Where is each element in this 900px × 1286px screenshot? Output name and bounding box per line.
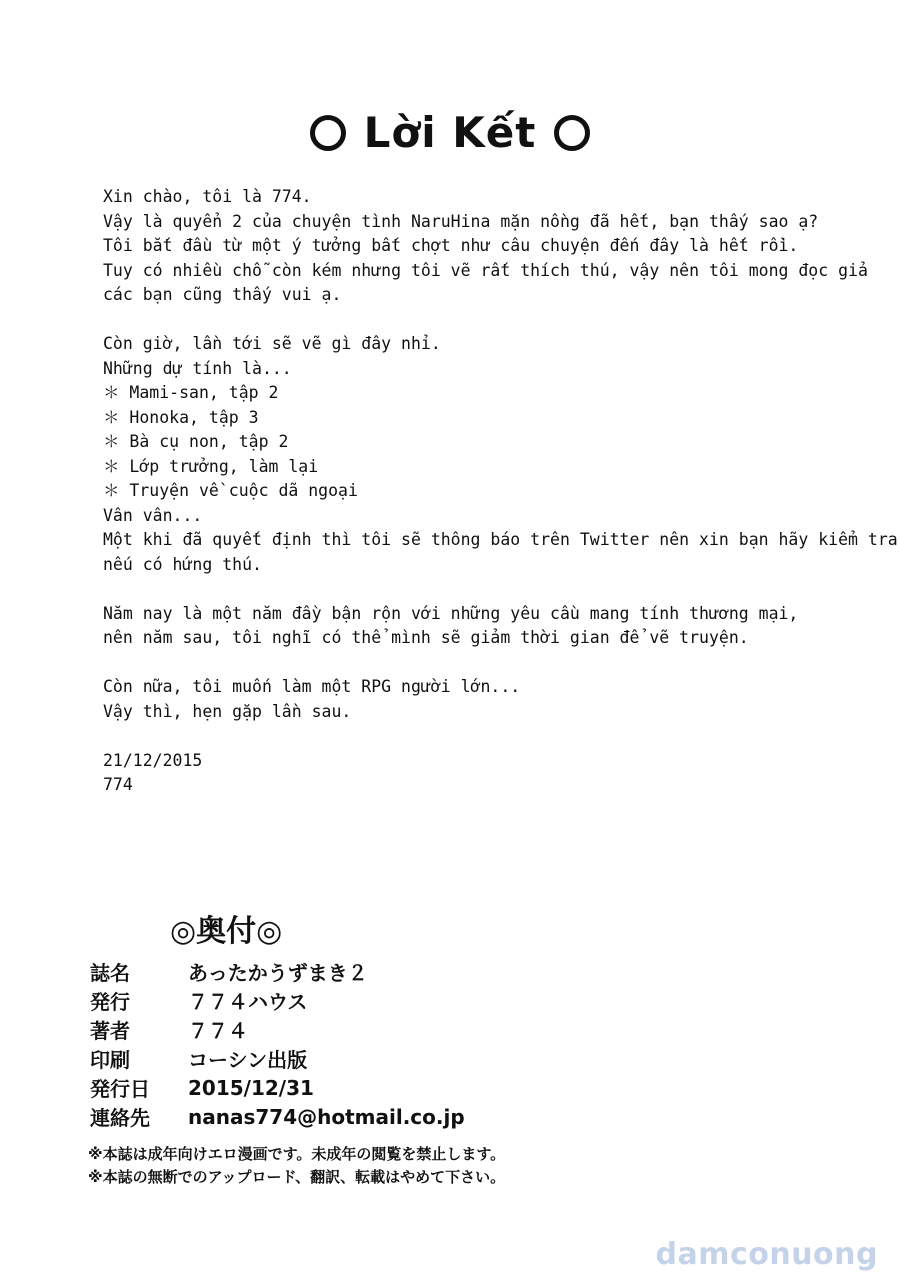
colophon-label: 誌名 bbox=[90, 961, 130, 985]
body-line: Tuy có nhiều chỗ còn kém nhưng tôi vẽ rất thích thú, vậy nên tôi mong đọc giả bbox=[103, 260, 868, 280]
body-line: ＊ Mami-san, tập 2 bbox=[103, 383, 279, 402]
colophon-row bbox=[90, 986, 465, 1015]
colophon-table bbox=[90, 957, 465, 1131]
colophon-label: 著者 bbox=[90, 1019, 130, 1043]
body-line: Năm nay là một năm đầy bận rộn với những yêu cầu mang tính thương mại, bbox=[103, 603, 799, 623]
colophon-label: 印刷 bbox=[90, 1048, 130, 1072]
body-line: ＊ Honoka, tập 3 bbox=[103, 407, 259, 427]
colophon-row bbox=[90, 1044, 465, 1073]
colophon-row bbox=[90, 1015, 465, 1044]
colophon-value: コーシン出版 bbox=[188, 1048, 308, 1072]
colophon-label: 発行 bbox=[90, 990, 130, 1014]
paragraph-gap bbox=[103, 577, 823, 602]
watermark: damconuong bbox=[655, 1237, 878, 1272]
body-line: Xin chào, tôi là 774. bbox=[103, 187, 312, 206]
body-line: Những dự tính là... bbox=[103, 358, 292, 378]
paragraph-gap bbox=[103, 724, 823, 749]
body-line: 774 bbox=[103, 775, 133, 794]
body-line: Tôi bắt đầu từ một ý tưởng bất chợt như câu chuyện đến đây là hết rồi. bbox=[103, 236, 799, 255]
body-line: 21/12/2015 bbox=[103, 750, 203, 770]
colophon-notes bbox=[88, 1143, 505, 1189]
body-line: các bạn cũng thấy vui ạ. bbox=[103, 285, 342, 304]
colophon-value: ７７４ bbox=[188, 1019, 248, 1043]
colophon-value: あったかうずまき２ bbox=[188, 961, 368, 985]
colophon-value: ７７４ハウス bbox=[188, 990, 308, 1014]
page-title: Lời Kết bbox=[363, 108, 537, 157]
body-line: ＊ Bà cụ non, tập 2 bbox=[103, 432, 289, 451]
colophon-label: 連絡先 bbox=[90, 1106, 150, 1130]
paragraph-gap bbox=[103, 651, 823, 676]
colophon-value: 2015/12/31 bbox=[188, 1075, 314, 1100]
paragraph-gap bbox=[103, 308, 823, 333]
notice-line: ※本誌は成年向けエロ漫画です。未成年の閲覧を禁止します。 bbox=[88, 1145, 506, 1163]
circle-icon bbox=[554, 115, 590, 151]
notice-line: ※本誌の無断でのアップロード、翻訳、転載はやめて下さい。 bbox=[88, 1168, 506, 1186]
colophon-title: ◎奥付◎ bbox=[170, 914, 283, 949]
body-line: Vậy thì, hẹn gặp lần sau. bbox=[103, 701, 352, 721]
body-line: ＊ Truyện về cuộc dã ngoại bbox=[103, 481, 358, 500]
body-line: nếu có hứng thú. bbox=[103, 554, 262, 574]
body-line: nên năm sau, tôi nghĩ có thể mình sẽ giảm thời gian để vẽ truyện. bbox=[103, 628, 749, 647]
body-line: Còn nữa, tôi muốn làm một RPG người lớn... bbox=[103, 677, 521, 696]
body-line: ＊ Lớp trưởng, làm lại bbox=[103, 456, 319, 476]
colophon-row bbox=[90, 1073, 465, 1102]
body-line: Vậy là quyển 2 của chuyện tình NaruHina mặn nồng đã hết, bạn thấy sao ạ? bbox=[103, 211, 819, 231]
body-line: Một khi đã quyết định thì tôi sẽ thông báo trên Twitter nên xin bạn hãy kiểm tra bbox=[103, 530, 898, 549]
colophon-label: 発行日 bbox=[90, 1077, 150, 1101]
afterword-body bbox=[103, 185, 898, 798]
circle-icon bbox=[310, 115, 346, 151]
colophon-row bbox=[90, 957, 465, 986]
body-line: Còn giờ, lần tới sẽ vẽ gì đây nhỉ. bbox=[103, 334, 441, 353]
colophon-value: nanas774@hotmail.co.jp bbox=[188, 1104, 465, 1129]
title-row bbox=[0, 108, 900, 157]
body-line: Vân vân... bbox=[103, 505, 203, 525]
colophon-row bbox=[90, 1102, 465, 1131]
